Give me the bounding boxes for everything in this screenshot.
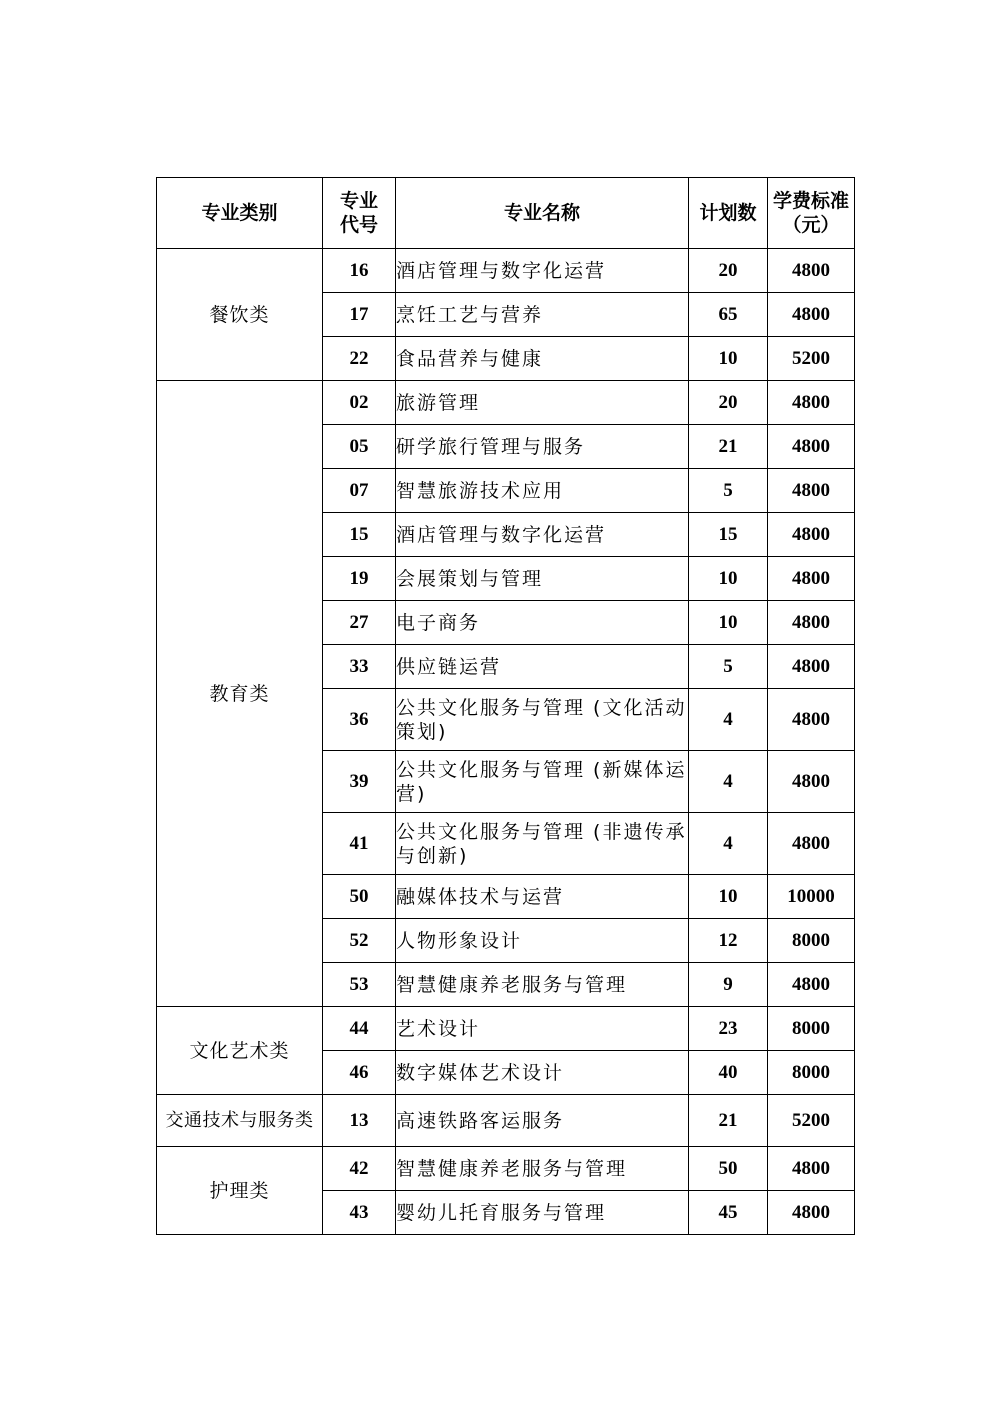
cell-fee: 5200 <box>768 1095 855 1147</box>
cell-code: 02 <box>323 381 396 425</box>
cell-fee: 4800 <box>768 1147 855 1191</box>
cell-fee: 4800 <box>768 689 855 751</box>
cell-code: 42 <box>323 1147 396 1191</box>
cell-plan: 10 <box>689 875 768 919</box>
cell-plan: 9 <box>689 963 768 1007</box>
cell-code: 44 <box>323 1007 396 1051</box>
cell-plan: 50 <box>689 1147 768 1191</box>
cell-plan: 40 <box>689 1051 768 1095</box>
cell-fee: 4800 <box>768 381 855 425</box>
category-cell: 教育类 <box>157 381 323 1007</box>
table-row <box>157 1147 855 1191</box>
cell-code: 13 <box>323 1095 396 1147</box>
cell-plan: 65 <box>689 293 768 337</box>
cell-fee: 8000 <box>768 919 855 963</box>
cell-name: 数字媒体艺术设计 <box>396 1051 689 1095</box>
cell-code: 05 <box>323 425 396 469</box>
cell-name: 酒店管理与数字化运营 <box>396 513 689 557</box>
cell-fee: 4800 <box>768 1191 855 1235</box>
cell-fee: 4800 <box>768 751 855 813</box>
cell-code: 39 <box>323 751 396 813</box>
cell-fee: 10000 <box>768 875 855 919</box>
cell-code: 27 <box>323 601 396 645</box>
cell-code: 41 <box>323 813 396 875</box>
header-fee <box>768 178 855 249</box>
header-row <box>157 178 855 249</box>
cell-plan: 23 <box>689 1007 768 1051</box>
cell-code: 33 <box>323 645 396 689</box>
cell-code: 07 <box>323 469 396 513</box>
header-code-line1: 专业 <box>339 190 378 212</box>
table-row <box>157 381 855 425</box>
cell-plan: 45 <box>689 1191 768 1235</box>
cell-plan: 10 <box>689 337 768 381</box>
cell-name: 烹饪工艺与营养 <box>396 293 689 337</box>
cell-plan: 10 <box>689 601 768 645</box>
cell-plan: 20 <box>689 249 768 293</box>
cell-name: 人物形象设计 <box>396 919 689 963</box>
cell-name: 智慧健康养老服务与管理 <box>396 1147 689 1191</box>
cell-name: 艺术设计 <box>396 1007 689 1051</box>
header-code-line2: 代号 <box>339 214 378 236</box>
cell-plan: 4 <box>689 751 768 813</box>
cell-fee: 8000 <box>768 1051 855 1095</box>
cell-plan: 12 <box>689 919 768 963</box>
category-cell: 餐饮类 <box>157 249 323 381</box>
cell-name: 电子商务 <box>396 601 689 645</box>
cell-code: 50 <box>323 875 396 919</box>
header-category: 专业类别 <box>157 178 323 249</box>
cell-plan: 21 <box>689 1095 768 1147</box>
header-plan: 计划数 <box>689 178 768 249</box>
cell-code: 53 <box>323 963 396 1007</box>
cell-name: 旅游管理 <box>396 381 689 425</box>
table-body <box>157 249 855 1235</box>
cell-name: 高速铁路客运服务 <box>396 1095 689 1147</box>
category-cell: 文化艺术类 <box>157 1007 323 1095</box>
table-row <box>157 249 855 293</box>
cell-plan: 5 <box>689 469 768 513</box>
cell-code: 43 <box>323 1191 396 1235</box>
cell-fee: 4800 <box>768 601 855 645</box>
cell-fee: 4800 <box>768 469 855 513</box>
cell-name: 智慧旅游技术应用 <box>396 469 689 513</box>
cell-name: 融媒体技术与运营 <box>396 875 689 919</box>
cell-code: 46 <box>323 1051 396 1095</box>
cell-fee: 4800 <box>768 963 855 1007</box>
cell-name: 公共文化服务与管理 (非遗传承与创新) <box>396 813 689 875</box>
cell-name: 公共文化服务与管理 (新媒体运营) <box>396 751 689 813</box>
cell-code: 15 <box>323 513 396 557</box>
cell-name: 酒店管理与数字化运营 <box>396 249 689 293</box>
cell-fee: 8000 <box>768 1007 855 1051</box>
cell-code: 17 <box>323 293 396 337</box>
category-cell: 交通技术与服务类 <box>157 1095 323 1147</box>
cell-fee: 4800 <box>768 813 855 875</box>
cell-code: 16 <box>323 249 396 293</box>
cell-fee: 4800 <box>768 513 855 557</box>
cell-name: 供应链运营 <box>396 645 689 689</box>
cell-plan: 15 <box>689 513 768 557</box>
cell-plan: 21 <box>689 425 768 469</box>
cell-name: 会展策划与管理 <box>396 557 689 601</box>
header-name: 专业名称 <box>396 178 689 249</box>
cell-code: 19 <box>323 557 396 601</box>
cell-fee: 5200 <box>768 337 855 381</box>
cell-plan: 4 <box>689 813 768 875</box>
enrollment-table <box>156 177 855 1235</box>
category-cell: 护理类 <box>157 1147 323 1235</box>
cell-fee: 4800 <box>768 249 855 293</box>
cell-name: 智慧健康养老服务与管理 <box>396 963 689 1007</box>
cell-name: 婴幼儿托育服务与管理 <box>396 1191 689 1235</box>
cell-fee: 4800 <box>768 293 855 337</box>
header-fee-line1: 学费标准 <box>772 190 849 212</box>
cell-name: 公共文化服务与管理 (文化活动策划) <box>396 689 689 751</box>
cell-fee: 4800 <box>768 645 855 689</box>
cell-plan: 20 <box>689 381 768 425</box>
cell-code: 22 <box>323 337 396 381</box>
cell-plan: 10 <box>689 557 768 601</box>
table-row <box>157 1007 855 1051</box>
cell-fee: 4800 <box>768 557 855 601</box>
header-fee-line2: （元） <box>782 214 840 236</box>
cell-name: 研学旅行管理与服务 <box>396 425 689 469</box>
cell-plan: 5 <box>689 645 768 689</box>
cell-fee: 4800 <box>768 425 855 469</box>
cell-name: 食品营养与健康 <box>396 337 689 381</box>
header-code <box>323 178 396 249</box>
cell-plan: 4 <box>689 689 768 751</box>
cell-code: 52 <box>323 919 396 963</box>
table-row <box>157 1095 855 1147</box>
cell-code: 36 <box>323 689 396 751</box>
